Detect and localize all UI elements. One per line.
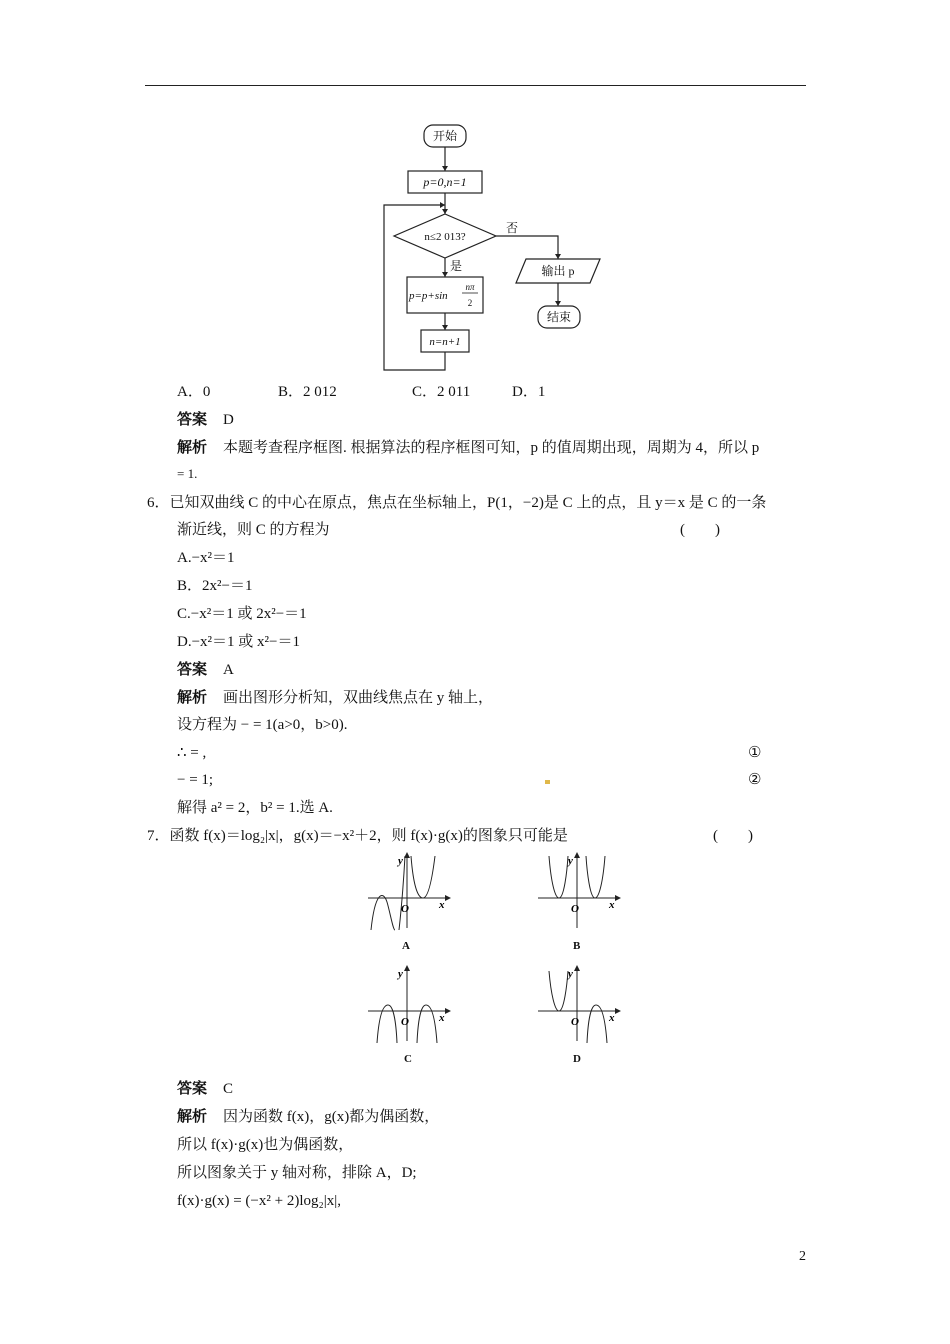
q6-analysis-2: 设方程为 − = 1(a>0，b>0). [177,717,348,733]
page-number: 2 [799,1249,806,1264]
fc-update-n-text: n=n+1 [429,336,461,348]
q5-answer: 答案 D [177,412,234,428]
fc-output-text: 输出 p [541,264,575,278]
q6-analysis-3: ∴ = , [177,745,207,761]
q7-graph-c [363,965,453,1045]
y-axis-label: y [398,855,403,867]
q7-analysis-3: 所以图象关于 y 轴对称，排除 A，D; [177,1165,417,1181]
q7-graph-c-label: C [404,1053,412,1065]
fc-start-text: 开始 [432,129,458,143]
q7-graph-d-label: D [573,1053,581,1065]
q6-option-a: A.−x²＝1 [177,550,235,566]
q5-analysis-1: 解析 本题考查程序框图. 根据算法的程序框图可知，p 的值周期出现，周期为 4，所以 p [177,440,760,456]
fc-yes-label: 是 [450,259,463,273]
header-rule [145,85,806,86]
q6-analysis-4: − = 1; [177,772,214,788]
fc-frac-num: nπ [465,282,475,292]
q6-answer: 答案 A [177,662,234,678]
flowchart [378,120,618,375]
q5-analysis-2: = 1. [177,466,198,481]
q5-choice-c: C．2 011 [412,384,471,400]
x-axis-label: x [609,1012,615,1024]
q5-choice-a: A．0 [177,384,211,400]
fc-update-p-text: p=p+sin [409,290,448,302]
fc-end-text: 结束 [546,310,572,324]
q7-answer: 答案 C [177,1081,234,1097]
q6-analysis-5: 解得 a² = 2，b² = 1.选 A. [177,800,333,816]
q7-graph-b-label: B [573,940,581,952]
q6-bracket: ( ) [680,522,720,538]
stray-dot [545,780,550,784]
fc-no-label: 否 [506,221,519,235]
q6-option-c: C.−x²＝1 或 2x²−＝1 [177,606,307,622]
q7-analysis-2: 所以 f(x)·g(x)也为偶函数， [177,1137,354,1153]
q6-mark-2: ② [748,772,762,788]
q6-option-b: B．2x²−＝1 [177,578,253,594]
origin-label: O [401,1016,409,1028]
q7-stem: 7．函数 f(x)＝log₂|x|，g(x)＝−x²＋2，则 f(x)·g(x)的图象只可能是 [147,828,568,844]
origin-label: O [401,903,409,915]
x-axis-label: x [609,899,615,911]
q6-stem-2: 渐近线，则 C 的方程为 [177,522,330,538]
origin-label: O [571,1016,579,1028]
x-axis-label: x [439,1012,445,1024]
q7-analysis-4: f(x)·g(x) = (−x² + 2)log₂|x|, [177,1193,341,1209]
origin-label: O [571,903,579,915]
q7-graph-a [363,852,453,932]
q6-mark-1: ① [748,745,762,761]
q7-analysis-1: 解析 因为函数 f(x)，g(x)都为偶函数， [177,1109,440,1125]
q5-choice-b: B．2 012 [278,384,337,400]
q6-stem-1: 6．已知双曲线 C 的中心在原点，焦点在坐标轴上，P(1，−2)是 C 上的点，且 y＝x 是 C 的一条 [147,495,767,511]
y-axis-label: y [568,968,573,980]
q7-graph-b [533,852,623,932]
q7-graph-a-label: A [402,940,410,952]
q6-analysis-1: 解析 画出图形分析知，双曲线焦点在 y 轴上， [177,690,494,706]
q6-option-d: D.−x²＝1 或 x²−＝1 [177,634,300,650]
q7-graph-d [533,965,623,1045]
q5-choice-d: D．1 [512,384,546,400]
q7-bracket: ( ) [713,828,753,844]
x-axis-label: x [439,899,445,911]
fc-condition-text: n≤2 013? [424,231,466,243]
fc-frac-den: 2 [467,298,473,308]
y-axis-label: y [398,968,403,980]
fc-init-text: p=0,n=1 [423,175,467,189]
y-axis-label: y [568,855,573,867]
